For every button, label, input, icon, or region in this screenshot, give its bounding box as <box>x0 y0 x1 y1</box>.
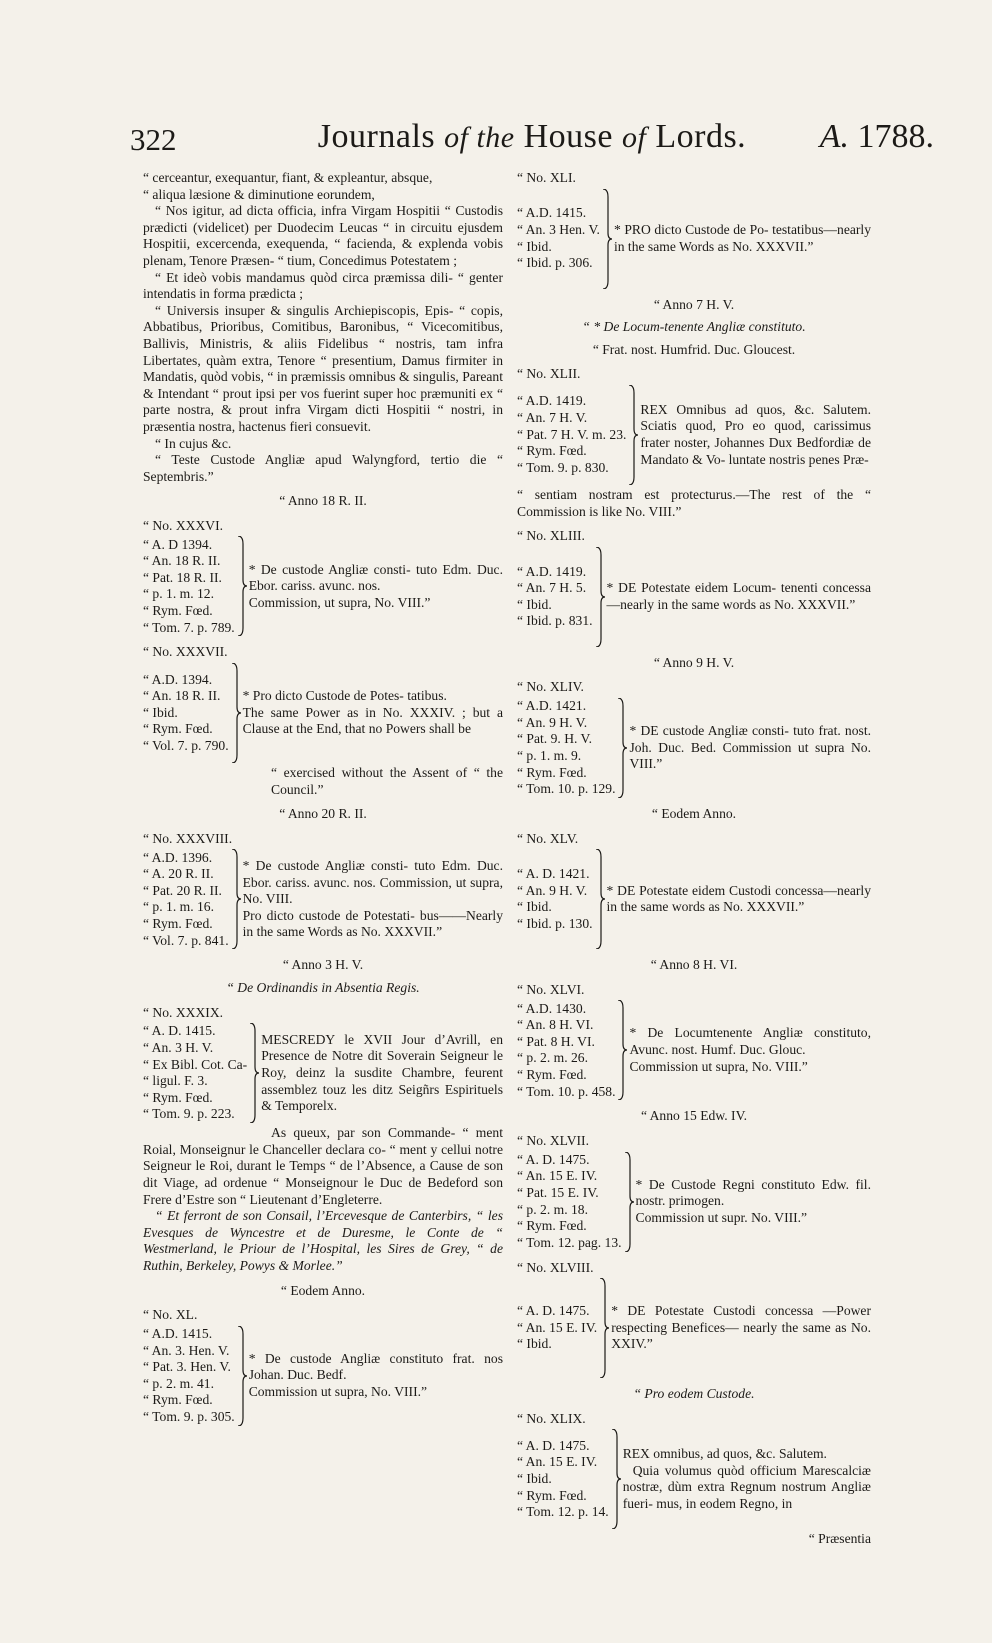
ref-line: “ An. 8 H. VI. <box>517 1017 594 1033</box>
heading-anno-15: “ Anno 15 Edw. IV. <box>640 1108 748 1124</box>
entry-number-45: “ No. XLV. <box>517 830 579 846</box>
paragraph-et-ideo: “ Et ideò vobis mandamus quòd circa præmissa dili- “ genter intendatis in forma prædicta ; <box>143 269 503 302</box>
entry-49-salutation: REX omnibus, ad quos, &c. Salutem. <box>622 1446 827 1462</box>
title-lords: Lords. <box>655 118 747 155</box>
ref-line: “ Ibid. p. 130. <box>517 915 593 931</box>
entry-41-references <box>517 205 600 271</box>
ref-line: “ Ibid. <box>143 704 178 720</box>
entry-37-title: * Pro dicto Custode de Potes- tatibus. <box>242 688 447 704</box>
ref-line: “ Rym. Fœd. <box>143 916 213 932</box>
ref-line: “ p. 1. m. 16. <box>143 899 214 915</box>
ref-line: “ Rym. Fœd. <box>143 603 213 619</box>
ref-line: “ An. 15 E. IV. <box>517 1454 598 1470</box>
entry-47-commission: Commission ut supr. No. VIII.” <box>635 1209 808 1225</box>
ref-line: “ Ibid. p. 306. <box>517 255 593 271</box>
curly-brace-icon <box>597 1278 611 1378</box>
entry-37-text <box>243 688 503 738</box>
entry-38-text <box>243 858 503 941</box>
ref-line: “ A. D. 1421. <box>517 865 590 881</box>
entry-38-note: Pro dicto custode de Potestati- bus——Nearly in the same Words as No. XXXVII.” <box>242 907 503 940</box>
ref-line: “ A.D. 1415. <box>517 205 587 221</box>
entry-number-38: “ No. XXXVIII. <box>143 830 233 846</box>
ref-line: “ A. D. 1475. <box>517 1151 590 1167</box>
ref-line: “ Ex Bibl. Cot. Ca- <box>143 1056 248 1072</box>
heading-anno-7: “ Anno 7 H. V. <box>653 296 735 312</box>
curly-brace-icon <box>593 547 607 647</box>
curly-brace-icon <box>609 1429 623 1529</box>
heading-anno-9: “ Anno 9 H. V. <box>653 654 735 670</box>
ref-line: “ An. 3 H. V. <box>143 1040 214 1056</box>
entry-number-37: “ No. XXXVII. <box>143 644 228 660</box>
curly-brace-icon <box>615 1000 629 1100</box>
entry-number-46: “ No. XLVI. <box>517 981 585 997</box>
ref-line: “ A.D. 1430. <box>517 1000 587 1016</box>
entry-40-commission: Commission ut supra, No. VIII.” <box>248 1384 428 1400</box>
heading-frat-humfrid: “ Frat. nost. Humfrid. Duc. Gloucest. <box>592 341 796 357</box>
curly-brace-icon <box>626 385 640 485</box>
opening-line-2: “ aliqua læsione & diminutione eorundem, <box>143 186 375 202</box>
entry-48 <box>517 1278 871 1378</box>
entry-number-44: “ No. XLIV. <box>517 679 584 695</box>
heading-locum-tenente: “ * De Locum-tenente Angliæ constituto. <box>582 319 806 335</box>
ref-line: “ An. 9 H. V. <box>517 882 588 898</box>
entry-43-text: * DE Potestate eidem Locum- tenenti concessa—nearly in the same words as No. XXXVII.” <box>606 580 871 612</box>
heading-pro-eodem: “ Pro eodem Custode. <box>633 1386 755 1402</box>
ref-line: “ A.D. 1421. <box>517 698 587 714</box>
opening-line-1: “ cerceantur, exequantur, fiant, & expleantur, absque, <box>143 170 433 185</box>
entry-39 <box>143 1023 503 1123</box>
entry-42-references <box>517 393 626 476</box>
curly-brace-icon <box>229 849 243 949</box>
page-number: 322 <box>130 122 177 157</box>
ref-line: “ Pat. 15 E. IV. <box>517 1184 599 1200</box>
entry-41-text: * PRO dicto Custode de Po- testatibus—nearly in the same Words as No. XXXVII.” <box>613 222 871 254</box>
ref-line: “ p. 1. m. 12. <box>143 586 214 602</box>
ref-line: “ p. 2. m. 26. <box>517 1050 588 1066</box>
entry-40-title: * De custode Angliæ constituto frat. nos Johan. Duc. Bedf. <box>248 1350 503 1383</box>
ref-line: “ Rym. Fœd. <box>143 1392 213 1408</box>
ref-line: “ Rym. Fœd. <box>517 1218 587 1234</box>
title-house: House <box>523 118 614 155</box>
entry-46-title: * De Locumtenente Angliæ constituto, Avunc. nost. Humf. Duc. Glouc. <box>629 1025 871 1058</box>
entry-46-commission: Commission ut supra, No. VIII.” <box>629 1058 808 1074</box>
ref-line: “ Tom. 12. pag. 13. <box>517 1234 622 1250</box>
ref-line: “ Ibid. <box>517 1336 552 1352</box>
entry-36-commission: Commission, ut supra, No. VIII.” <box>248 594 431 610</box>
ref-line: “ Rym. Fœd. <box>143 721 213 737</box>
heading-eodem-anno-right: “ Eodem Anno. <box>651 805 737 821</box>
ref-line: “ Tom. 10. p. 458. <box>517 1083 616 1099</box>
entry-40 <box>143 1326 503 1426</box>
running-title <box>130 118 934 156</box>
entry-number-48: “ No. XLVIII. <box>517 1259 594 1275</box>
ref-line: “ ligul. F. 3. <box>143 1073 208 1089</box>
heading-anno-18: “ Anno 18 R. II. <box>279 493 367 509</box>
entry-44 <box>517 698 871 798</box>
ref-line: “ p. 2. m. 18. <box>517 1201 588 1217</box>
ref-line: “ A. 20 R. II. <box>143 866 214 882</box>
entry-45 <box>517 849 871 949</box>
entry-46 <box>517 1000 871 1100</box>
left-column <box>143 170 503 1428</box>
ref-line: “ Tom. 12. p. 14. <box>517 1504 609 1520</box>
entry-number-39: “ No. XXXIX. <box>143 1004 224 1020</box>
ref-line: “ A. D. 1475. <box>517 1303 590 1319</box>
ref-line: “ A.D. 1415. <box>143 1325 213 1341</box>
title-journals: Journals <box>317 118 436 155</box>
ref-line: “ A.D. 1419. <box>517 563 587 579</box>
entry-40-text <box>249 1351 503 1401</box>
entry-39-text: MESCREDY le XVII Jour d’Avrill, en Presence de Notre dit Soverain Seigneur le Roy, deinz la susdite Chambre, feurent assemblez touz les ditz Seigñrs Espirituels & Temporelx. <box>261 1031 503 1114</box>
year-value: 1788. <box>857 118 934 155</box>
catchword: “ Præsentia <box>808 1531 871 1547</box>
paragraph-nos-igitur: “ Nos igitur, ad dicta officia, infra Virgam Hospitii “ Custodis prædicti (videlicet) per Duodecim Leucas “ in circuitu ejusdem Hospitii, excercenda, exequenda, “ facienda, & explenda vobis plenam, Tenore Præsen- “ tium, Concedimus Potestatem ; <box>143 203 503 268</box>
ref-line: “ Rym. Fœd. <box>143 1089 213 1105</box>
entry-49-references <box>517 1438 609 1521</box>
ref-line: “ Tom. 9. p. 830. <box>517 459 609 475</box>
entry-49 <box>517 1429 871 1529</box>
ref-line: “ Tom. 10. p. 129. <box>517 781 616 797</box>
ref-line: “ An. 18 R. II. <box>143 553 221 569</box>
curly-brace-icon <box>247 1023 261 1123</box>
heading-anno-8: “ Anno 8 H. VI. <box>650 957 738 973</box>
ref-line: “ Rym. Fœd. <box>517 764 587 780</box>
ref-line: “ Rym. Fœd. <box>517 1487 587 1503</box>
ref-line: “ Ibid. <box>517 596 552 612</box>
ref-line: “ An. 15 E. IV. <box>517 1319 598 1335</box>
entry-37 <box>143 663 503 763</box>
page-header <box>130 118 934 164</box>
ref-line: “ Ibid. p. 831. <box>517 613 593 629</box>
ref-line: “ Tom. 9. p. 223. <box>143 1106 235 1122</box>
ref-line: “ An. 7 H. V. <box>517 410 588 426</box>
year-prefix: A. <box>819 118 849 155</box>
entry-number-49: “ No. XLIX. <box>517 1410 586 1426</box>
ref-line: “ Pat. 18 R. II. <box>143 569 222 585</box>
entry-number-43: “ No. XLIII. <box>517 528 585 544</box>
ref-line: “ Pat. 3. Hen. V. <box>143 1359 231 1375</box>
ref-line: “ An. 18 R. II. <box>143 688 221 704</box>
entry-38-title: * De custode Angliæ consti- tuto Edm. Duc. Ebor. cariss. avunc. nos. Commission, ut supra, No. VIII. <box>242 857 503 907</box>
ref-line: “ Vol. 7. p. 790. <box>143 737 229 753</box>
curly-brace-icon <box>235 1326 249 1426</box>
ref-line: “ A.D. 1419. <box>517 393 587 409</box>
year-marker <box>820 118 934 156</box>
ref-line: “ Tom. 7. p. 789. <box>143 619 235 635</box>
title-of-the: of the <box>444 121 515 154</box>
entry-47-title: * De Custode Regni constituto Edw. fil. nostr. primogen. <box>635 1176 871 1209</box>
heading-anno-20: “ Anno 20 R. II. <box>279 806 367 822</box>
entry-41 <box>517 189 871 289</box>
entry-number-42: “ No. XLII. <box>517 366 581 382</box>
ref-line: “ Pat. 20 R. II. <box>143 882 222 898</box>
ref-line: “ Vol. 7. p. 841. <box>143 932 229 948</box>
paragraph-as-queux: As queux, par son Commande- “ ment Roial, Monseignur le Chanceller declara co- “ ment y cellui notre Seigneur le Roi, durant le Temps “ de l’Absence, a Cause de son dit Viage, ad ordenue “ Monseignour le Duc de Bedeford son Frere d’Estre son “ Lieutenant d’Engleterre. <box>143 1125 503 1207</box>
ref-line: “ Ibid. <box>517 238 552 254</box>
ref-line: “ Pat. 8 H. VI. <box>517 1033 595 1049</box>
entry-44-references <box>517 698 615 798</box>
ref-line: “ Rym. Fœd. <box>517 1066 587 1082</box>
ref-line: “ p. 1. m. 9. <box>517 747 582 763</box>
ref-line: “ A.D. 1394. <box>143 671 213 687</box>
entry-38 <box>143 849 503 949</box>
curly-brace-icon <box>229 663 243 763</box>
entry-47 <box>517 1152 871 1252</box>
paragraph-et-ferront: “ Et ferront de son Consail, l’Ercevesque de Canterbirs, “ les Evesques de Wyncestre et de Duresme, le Conte de “ Westmerland, le Priour de l’Hospital, les Sires de Grey, “ de Ruthin, Berkeley, Powys & Morlee.” <box>143 1208 503 1273</box>
entry-46-text <box>629 1025 871 1075</box>
ref-line: “ A. D 1394. <box>143 536 213 552</box>
entry-number-41: “ No. XLI. <box>517 170 576 185</box>
ref-line: “ Pat. 9. H. V. <box>517 731 593 747</box>
curly-brace-icon <box>600 189 614 289</box>
ref-line: “ Ibid. <box>517 1470 552 1486</box>
curly-brace-icon <box>235 536 249 636</box>
paragraph-in-cujus: “ In cujus &c. <box>155 435 232 451</box>
entry-42-continuation: “ sentiam nostram est protecturus.—The rest of the “ Commission is like No. VIII.” <box>517 486 871 519</box>
entry-42-text: REX Omnibus ad quos, &c. Salutem. Sciatis quod, Pro eo quod, carissimus frater noster, Johannes Dux Bedfordiæ de Mandato & Vo- luntate nostris penes Præ- <box>640 401 871 467</box>
entry-48-references <box>517 1303 597 1353</box>
entry-number-36: “ No. XXXVI. <box>143 517 224 533</box>
entry-37-continuation: “ exercised without the Assent of “ the Council.” <box>271 765 503 797</box>
entry-43-references <box>517 564 593 630</box>
curly-brace-icon <box>622 1152 636 1252</box>
entry-47-references <box>517 1152 622 1252</box>
ref-line: “ Ibid. <box>517 899 552 915</box>
heading-anno-3: “ Anno 3 H. V. <box>282 957 364 973</box>
entry-40-references <box>143 1326 235 1426</box>
entry-45-text: * DE Potestate eidem Custodi concessa—nearly in the same words as No. XXXVII.” <box>606 882 871 915</box>
right-column <box>517 170 871 1548</box>
entry-46-references <box>517 1001 615 1101</box>
entry-38-references <box>143 850 229 950</box>
ref-line: “ An. 3. Hen. V. <box>143 1342 230 1358</box>
ref-line: “ Pat. 7 H. V. m. 23. <box>517 426 627 442</box>
heading-de-ordinandis: “ De Ordinandis in Absentia Regis. <box>226 980 420 996</box>
ref-line: “ A. D. 1415. <box>143 1023 216 1039</box>
entry-36-text <box>249 562 503 612</box>
curly-brace-icon <box>615 698 629 798</box>
entry-47-text <box>636 1177 871 1227</box>
ref-line: “ A. D. 1475. <box>517 1437 590 1453</box>
entry-number-40: “ No. XL. <box>143 1307 198 1323</box>
entry-49-body: Quia volumus quòd officium Marescalciæ nostræ, dùm extra Regnum nostrum Angliæ fueri- mus, in eodem Regno, in <box>622 1462 871 1511</box>
entry-48-text: * DE Potestate Custodi concessa —Power respecting Benefices— nearly the same as No. XXIV.” <box>611 1303 871 1352</box>
heading-eodem-anno: “ Eodem Anno. <box>280 1282 366 1298</box>
entry-49-text <box>623 1446 871 1512</box>
entry-44-text: * DE custode Angliæ consti- tuto frat. nost. Joh. Duc. Bed. Commission ut supra No. VIII.” <box>629 723 871 772</box>
entry-45-references <box>517 866 593 932</box>
ref-line: “ An. 3 Hen. V. <box>517 222 600 237</box>
ref-line: “ An. 9 H. V. <box>517 714 588 730</box>
ref-line: “ An. 7 H. 5. <box>517 580 587 596</box>
title-of: of <box>622 121 647 154</box>
entry-42 <box>517 385 871 485</box>
entry-39-references <box>143 1023 247 1123</box>
entry-36 <box>143 536 503 636</box>
entry-36-title: * De custode Angliæ consti- tuto Edm. Duc. Ebor. cariss. avunc. nos. <box>248 561 503 594</box>
entry-37-note: The same Power as in No. XXXIV. ; but a Clause at the End, that no Powers shall be <box>242 704 503 737</box>
ref-line: “ p. 2. m. 41. <box>143 1375 214 1391</box>
paragraph-universis: “ Universis insuper & singulis Archiepiscopis, Epis- “ copis, Abbatibus, Prioribus, Comitibus, Baronibus, “ Vicecomitibus, Ballivis, Ministris, & aliis Fidelibus “ nostris, tam infra Libertates, quàm extra, Tenore “ presentium, Damus firmiter in Mandatis, quòd vobis, “ in præmissis omnibus & singulis, Pareant & Intendant “ prout ipsi per vos fuerint super hoc præmuniti ex “ parte nostra, & prout infra Virgam dicti Hospitii “ nostri, in præsentia nostra, hactenus fieri consuevit. <box>143 302 503 434</box>
entry-37-references <box>143 672 229 755</box>
entry-number-47: “ No. XLVII. <box>517 1132 589 1148</box>
ref-line: “ Tom. 9. p. 305. <box>143 1408 235 1424</box>
entry-43 <box>517 547 871 647</box>
ref-line: “ Rym. Fœd. <box>517 443 587 459</box>
ref-line: “ A.D. 1396. <box>143 849 213 865</box>
paragraph-teste: “ Teste Custode Angliæ apud Walyngford, tertio die “ Septembris.” <box>143 452 503 484</box>
ref-line: “ An. 15 E. IV. <box>517 1168 598 1184</box>
entry-36-references <box>143 537 235 637</box>
curly-brace-icon <box>593 849 607 949</box>
